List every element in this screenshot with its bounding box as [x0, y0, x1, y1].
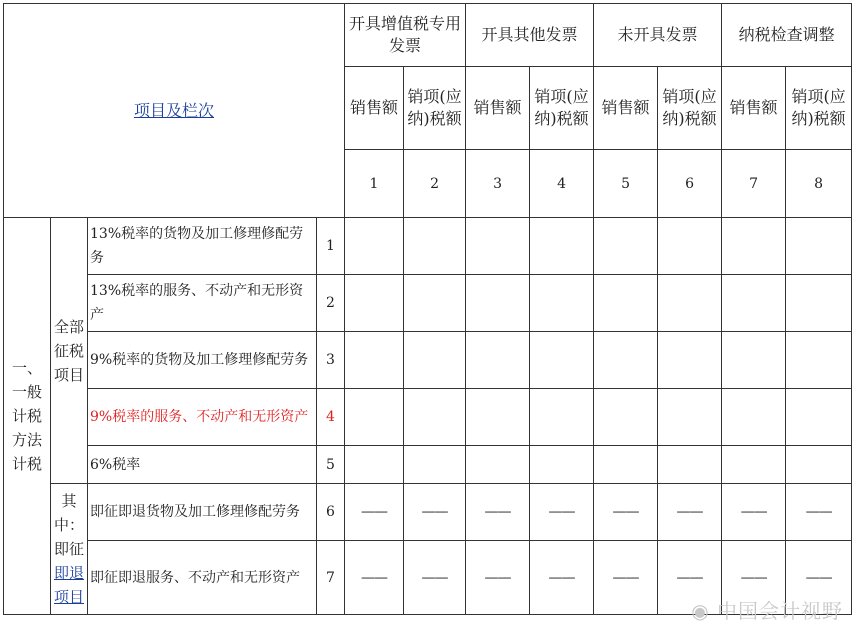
sub-section-jizheng	[51, 484, 88, 615]
row-number: 3	[317, 332, 345, 389]
col-number: 5	[594, 150, 658, 218]
row-label: 6%税率	[88, 446, 317, 484]
weibo-icon: ◉	[691, 599, 710, 623]
col-number: 8	[786, 150, 852, 218]
dash-cell: ——	[786, 484, 852, 541]
row-label-highlight: 9%税率的服务、不动产和无形资产	[88, 389, 317, 446]
row-number: 6	[317, 484, 345, 541]
dash-cell: ——	[594, 484, 658, 541]
section-title: 一、一般计税方法计税	[4, 218, 51, 615]
row-number: 7	[317, 541, 345, 615]
dash-cell: ——	[404, 484, 466, 541]
row-number: 1	[317, 218, 345, 275]
sub-header: 销项(应纳)税额	[786, 67, 852, 150]
group-header: 纳税检查调整	[722, 4, 852, 67]
watermark-text: 中国会计视野	[717, 599, 843, 623]
sub-header: 销项(应纳)税额	[404, 67, 466, 150]
dash-cell: ——	[530, 541, 594, 615]
col-number: 3	[466, 150, 530, 218]
group-header: 未开具发票	[594, 4, 722, 67]
dash-cell: ——	[530, 484, 594, 541]
dash-cell: ——	[466, 484, 530, 541]
row-label: 即征即退服务、不动产和无形资产	[88, 541, 317, 615]
sub-header: 销售额	[594, 67, 658, 150]
row-label: 即征即退货物及加工修理修配劳务	[88, 484, 317, 541]
col-number: 2	[404, 150, 466, 218]
col-number: 1	[345, 150, 404, 218]
sub-header: 销项(应纳)税额	[530, 67, 594, 150]
sub-section-jizheng-link[interactable]: 即退项目	[54, 564, 85, 606]
sub-header: 销项(应纳)税额	[658, 67, 722, 150]
row-label: 9%税率的货物及加工修理修配劳务	[88, 332, 317, 389]
dash-cell: ——	[345, 541, 404, 615]
col-number: 7	[722, 150, 786, 218]
row-number: 5	[317, 446, 345, 484]
tax-table	[3, 3, 852, 615]
row-header-label	[4, 4, 345, 218]
watermark	[691, 595, 843, 624]
row-label: 13%税率的货物及加工修理修配劳务	[88, 218, 317, 275]
dash-cell: ——	[786, 541, 852, 615]
row-label: 13%税率的服务、不动产和无形资产	[88, 275, 317, 332]
row-number-highlight: 4	[317, 389, 345, 446]
dash-cell: ——	[594, 541, 658, 615]
dash-cell: ——	[404, 541, 466, 615]
sub-header: 销售额	[345, 67, 404, 150]
row-number: 2	[317, 275, 345, 332]
sub-header: 销售额	[466, 67, 530, 150]
dash-cell: ——	[658, 484, 722, 541]
sub-section-all: 全部征税项目	[51, 218, 88, 484]
dash-cell: ——	[345, 484, 404, 541]
dash-cell: ——	[722, 541, 786, 615]
sub-section-jizheng-prefix: 其中：即征	[54, 492, 85, 558]
group-header: 开具增值税专用发票	[345, 4, 466, 67]
row-header-link[interactable]: 项目及栏次	[134, 100, 215, 120]
dash-cell: ——	[658, 541, 722, 615]
group-header: 开具其他发票	[466, 4, 594, 67]
dash-cell: ——	[466, 541, 530, 615]
dash-cell: ——	[722, 484, 786, 541]
col-number: 6	[658, 150, 722, 218]
col-number: 4	[530, 150, 594, 218]
sub-header: 销售额	[722, 67, 786, 150]
